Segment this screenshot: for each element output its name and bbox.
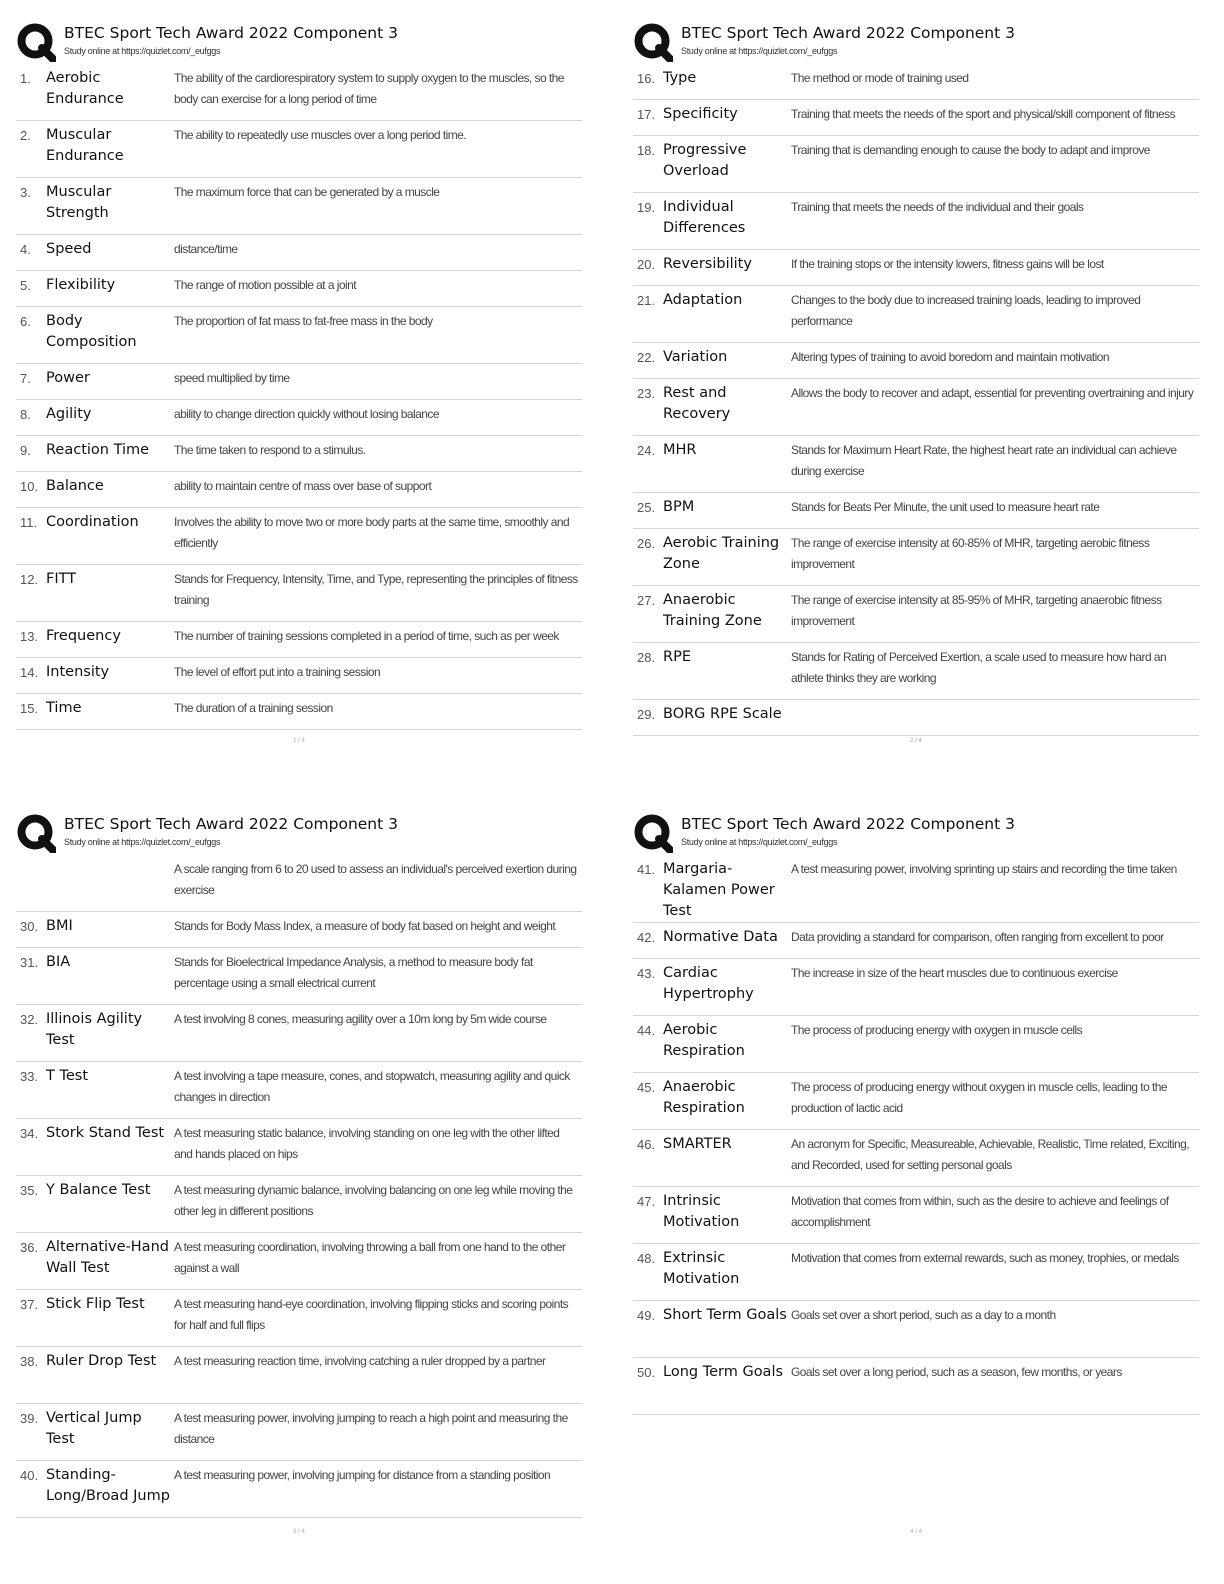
term-name: Cardiac Hypertrophy [663,965,754,1002]
term-name: Standing-Long/Broad Jump [46,1467,170,1504]
term-number: 27. [637,593,656,608]
term-number: 16. [637,71,656,86]
term-number: 23. [637,386,656,401]
term-name: Y Balance Test [46,1182,151,1198]
term-definition: Goals set over a long period, such as a season, few months, or years [791,1365,1122,1379]
term-name: Aerobic Training Zone [663,535,780,572]
term-definition: distance/time [174,242,238,256]
term-number: 36. [20,1240,39,1255]
term-definition: A test measuring reaction time, involving catching a ruler dropped by a partner [174,1354,546,1368]
term-definition: Stands for Bioelectrical Impedance Analysis, a method to measure body fat percentage using a small electrical current [174,955,533,990]
term-definition: The range of exercise intensity at 85-95% of MHR, targeting anaerobic fitness improvement [791,593,1162,628]
term-number: 47. [637,1194,656,1209]
term-name: BMI [46,918,73,934]
study-online-link[interactable]: Study online at https://quizlet.com/_eufggs [64,837,221,847]
term-definition: Data providing a standard for comparison, often ranging from excellent to poor [791,930,1164,944]
term-number: 48. [637,1251,656,1266]
term-definition: The time taken to respond to a stimulus. [174,443,366,457]
term-number: 34. [20,1126,39,1141]
term-definition: Motivation that comes from external rewards, such as money, trophies, or medals [791,1251,1179,1265]
term-definition: A test measuring coordination, involving throwing a ball from one hand to the other against a wall [174,1240,566,1275]
term-definition: Training that is demanding enough to cause the body to adapt and improve [791,143,1150,157]
term-number: 18. [637,143,656,158]
term-number: 29. [637,707,656,722]
term-definition: Changes to the body due to increased training loads, leading to improved performance [791,293,1141,328]
term-row [16,307,582,364]
term-row [633,959,1199,1016]
term-number: 33. [20,1069,39,1084]
term-definition: A test measuring hand-eye coordination, involving flipping sticks and scoring points for half and full flips [174,1297,569,1332]
quizlet-logo-icon [633,22,673,62]
term-definition: Stands for Maximum Heart Rate, the highest heart rate an individual can achieve during exercise [791,443,1177,478]
term-number: 44. [637,1023,656,1038]
term-row [16,565,582,622]
term-number: 7. [20,371,31,386]
term-row [16,1005,582,1062]
term-definition: The level of effort put into a training session [174,665,381,679]
term-number: 28. [637,650,656,665]
term-name: Intensity [46,664,110,680]
term-name: Reversibility [663,256,752,272]
page-number: 3 / 4 [293,1529,305,1535]
term-row [16,948,582,1005]
term-row [16,400,582,436]
term-row [633,1358,1199,1415]
quizlet-logo-icon [16,813,56,853]
term-definition: The process of producing energy without oxygen in muscle cells, leading to the production of lactic acid [791,1080,1168,1115]
quizlet-logo-icon [633,813,673,853]
term-name: MHR [663,442,697,458]
term-row [16,508,582,565]
term-definition: The number of training sessions completed in a period of time, such as per week [174,629,559,643]
term-row [633,643,1199,700]
term-row [16,178,582,235]
term-row [16,1176,582,1233]
term-name: Adaptation [663,292,743,308]
term-row [633,529,1199,586]
term-row [633,250,1199,286]
term-number: 40. [20,1468,39,1483]
term-number: 39. [20,1411,39,1426]
term-name: Stork Stand Test [46,1125,165,1141]
term-row [633,100,1199,136]
term-number: 19. [637,200,656,215]
term-definition: ability to maintain centre of mass over base of support [174,479,432,493]
study-online-link[interactable]: Study online at https://quizlet.com/_eufggs [681,46,838,56]
term-number: 8. [20,407,31,422]
term-name: Muscular Endurance [46,127,124,164]
term-row [16,855,582,912]
term-definition: The duration of a training session [174,701,333,715]
term-definition: Motivation that comes from within, such as the desire to achieve and feelings of accomplishment [791,1194,1169,1229]
term-row [16,1290,582,1347]
term-number: 25. [637,500,656,515]
page-title: BTEC Sport Tech Award 2022 Component 3 [64,815,398,833]
term-name: Margaria-Kalamen Power Test [663,861,775,919]
terms-table [633,855,1199,1415]
term-name: BORG RPE Scale [663,706,782,722]
page-header [16,22,582,64]
page-number: 2 / 4 [910,738,922,744]
term-definition: A test involving 8 cones, measuring agility over a 10m long by 5m wide course [174,1012,547,1026]
term-definition: Stands for Beats Per Minute, the unit used to measure heart rate [791,500,1100,514]
term-name: Flexibility [46,277,116,293]
term-number: 41. [637,862,656,877]
term-number: 46. [637,1137,656,1152]
term-definition: The range of exercise intensity at 60-85% of MHR, targeting aerobic fitness improvement [791,536,1150,571]
term-row [633,136,1199,193]
term-name: Extrinsic Motivation [663,1250,740,1287]
terms-table [16,64,582,730]
page-title: BTEC Sport Tech Award 2022 Component 3 [681,24,1015,42]
term-row [16,271,582,307]
page-1 [16,22,582,744]
term-definition: A test measuring power, involving sprinting up stairs and recording the time taken [791,862,1177,876]
term-row [633,436,1199,493]
term-name: Balance [46,478,104,494]
term-name: Variation [663,349,728,365]
term-number: 2. [20,128,31,143]
page-header [633,813,1199,855]
term-name: Short Term Goals [663,1307,787,1323]
term-name: Normative Data [663,929,778,945]
term-name: Type [663,70,697,86]
term-row [633,1130,1199,1187]
term-row [633,1187,1199,1244]
term-name: Anaerobic Respiration [663,1079,745,1116]
term-number: 5. [20,278,31,293]
term-name: Long Term Goals [663,1364,784,1380]
term-row [633,379,1199,436]
page-header [633,22,1199,64]
term-row [16,1119,582,1176]
term-name: Time [46,700,82,716]
term-name: Intrinsic Motivation [663,1193,740,1230]
term-name: T Test [46,1068,89,1084]
term-number: 15. [20,701,39,716]
term-number: 14. [20,665,39,680]
quizlet-logo-icon [16,22,56,62]
term-row [633,586,1199,643]
term-definition: Involves the ability to move two or more body parts at the same time, smoothly and efficiently [174,515,570,550]
term-number: 6. [20,314,31,329]
term-name: Coordination [46,514,139,530]
term-name: Specificity [663,106,738,122]
term-definition: A test measuring power, involving jumping for distance from a standing position [174,1468,551,1482]
term-row [16,694,582,730]
page-title: BTEC Sport Tech Award 2022 Component 3 [681,815,1015,833]
term-name: Frequency [46,628,121,644]
term-definition: A test measuring static balance, involving standing on one leg with the other lifted and hands placed on hips [174,1126,560,1161]
term-row [16,1233,582,1290]
term-definition: Training that meets the needs of the sport and physical/skill component of fitness [791,107,1176,121]
term-number: 22. [637,350,656,365]
term-number: 10. [20,479,39,494]
term-row [633,64,1199,100]
term-number: 1. [20,71,31,86]
term-number: 30. [20,919,39,934]
term-definition: The range of motion possible at a joint [174,278,357,292]
study-online-link[interactable]: Study online at https://quizlet.com/_eufggs [64,46,221,56]
page-number: 1 / 4 [293,738,305,744]
term-name: Stick Flip Test [46,1296,145,1312]
term-definition: The process of producing energy with oxygen in muscle cells [791,1023,1083,1037]
term-definition: Training that meets the needs of the individual and their goals [791,200,1084,214]
term-row [16,622,582,658]
term-definition: A scale ranging from 6 to 20 used to assess an individual's perceived exertion during exercise [174,862,577,897]
term-row [633,923,1199,959]
term-number: 43. [637,966,656,981]
term-name: Agility [46,406,92,422]
term-name: Speed [46,241,92,257]
term-name: Aerobic Endurance [46,70,124,107]
term-definition: Allows the body to recover and adapt, essential for preventing overtraining and injury [791,386,1194,400]
term-number: 3. [20,185,31,200]
page-header [16,813,582,855]
term-name: Individual Differences [663,199,746,236]
term-definition: An acronym for Specific, Measureable, Achievable, Realistic, Time related, Exciting, and Recorded, used for setting personal goals [791,1137,1190,1172]
term-name: Alternative-Hand Wall Test [46,1239,169,1276]
term-definition: Stands for Frequency, Intensity, Time, and Type, representing the principles of fitness training [174,572,578,607]
term-row [16,1404,582,1461]
term-number: 4. [20,242,31,257]
term-number: 9. [20,443,31,458]
term-row [633,493,1199,529]
term-definition: Stands for Rating of Perceived Exertion, a scale used to measure how hard an athlete thinks they are working [791,650,1167,685]
term-name: FITT [46,571,77,587]
term-row [16,364,582,400]
term-name: Progressive Overload [663,142,747,179]
term-definition: ability to change direction quickly without losing balance [174,407,439,421]
term-definition: Stands for Body Mass Index, a measure of body fat based on height and weight [174,919,556,933]
term-row [633,700,1199,736]
term-name: RPE [663,649,691,665]
term-name: Reaction Time [46,442,150,458]
term-definition: speed multiplied by time [174,371,290,385]
term-definition: Altering types of training to avoid boredom and maintain motivation [791,350,1110,364]
term-number: 17. [637,107,656,122]
term-definition: If the training stops or the intensity lowers, fitness gains will be lost [791,257,1104,271]
term-name: Power [46,370,90,386]
term-number: 32. [20,1012,39,1027]
term-row [633,286,1199,343]
term-number: 20. [637,257,656,272]
term-definition: A test measuring dynamic balance, involving balancing on one leg while moving the other leg in different positions [174,1183,573,1218]
term-definition: The ability to repeatedly use muscles over a long period time. [174,128,467,142]
term-name: SMARTER [663,1136,732,1152]
page-title: BTEC Sport Tech Award 2022 Component 3 [64,24,398,42]
term-name: BPM [663,499,695,515]
term-number: 35. [20,1183,39,1198]
term-number: 38. [20,1354,39,1369]
term-name: Muscular Strength [46,184,112,221]
term-definition: A test measuring power, involving jumping to reach a high point and measuring the distance [174,1411,568,1446]
term-name: Illinois Agility Test [46,1011,143,1048]
term-row [633,1244,1199,1301]
term-row [16,1461,582,1518]
term-number: 12. [20,572,39,587]
term-name: Ruler Drop Test [46,1353,157,1369]
term-name: Anaerobic Training Zone [663,592,762,629]
term-name: Aerobic Respiration [663,1022,745,1059]
term-name: Vertical Jump Test [46,1410,142,1447]
term-name: Body Composition [46,313,137,350]
term-number: 49. [637,1308,656,1323]
term-row [16,121,582,178]
term-row [633,1073,1199,1130]
term-row [633,343,1199,379]
term-definition: The method or mode of training used [791,71,969,85]
term-row [16,1062,582,1119]
term-number: 45. [637,1080,656,1095]
page-2 [633,22,1199,744]
term-number: 42. [637,930,656,945]
term-number: 13. [20,629,39,644]
term-number: 50. [637,1365,656,1380]
term-definition: The maximum force that can be generated by a muscle [174,185,440,199]
term-number: 37. [20,1297,39,1312]
term-row [633,1301,1199,1358]
term-definition: The ability of the cardiorespiratory system to supply oxygen to the muscles, so the body can exercise for a long period of time [174,71,564,106]
term-definition: A test involving a tape measure, cones, and stopwatch, measuring agility and quick changes in direction [174,1069,570,1104]
term-number: 21. [637,293,656,308]
term-row [16,658,582,694]
term-number: 26. [637,536,656,551]
term-row [16,64,582,121]
term-row [633,855,1199,923]
terms-table [16,855,582,1518]
term-row [16,436,582,472]
term-name: Rest and Recovery [663,385,731,422]
term-row [16,912,582,948]
term-number: 24. [637,443,656,458]
term-row [16,472,582,508]
terms-table [633,64,1199,736]
term-name: BIA [46,954,71,970]
term-row [633,1016,1199,1073]
term-row [16,235,582,271]
term-definition: The proportion of fat mass to fat-free mass in the body [174,314,433,328]
page-4 [633,813,1199,1535]
term-definition: Goals set over a short period, such as a day to a month [791,1308,1056,1322]
term-row [633,193,1199,250]
term-row [16,1347,582,1404]
page-number: 4 / 4 [910,1529,922,1535]
term-number: 11. [20,515,38,530]
page-3 [16,813,582,1535]
study-online-link[interactable]: Study online at https://quizlet.com/_eufggs [681,837,838,847]
term-definition: The increase in size of the heart muscles due to continuous exercise [791,966,1118,980]
term-number: 31. [20,955,39,970]
